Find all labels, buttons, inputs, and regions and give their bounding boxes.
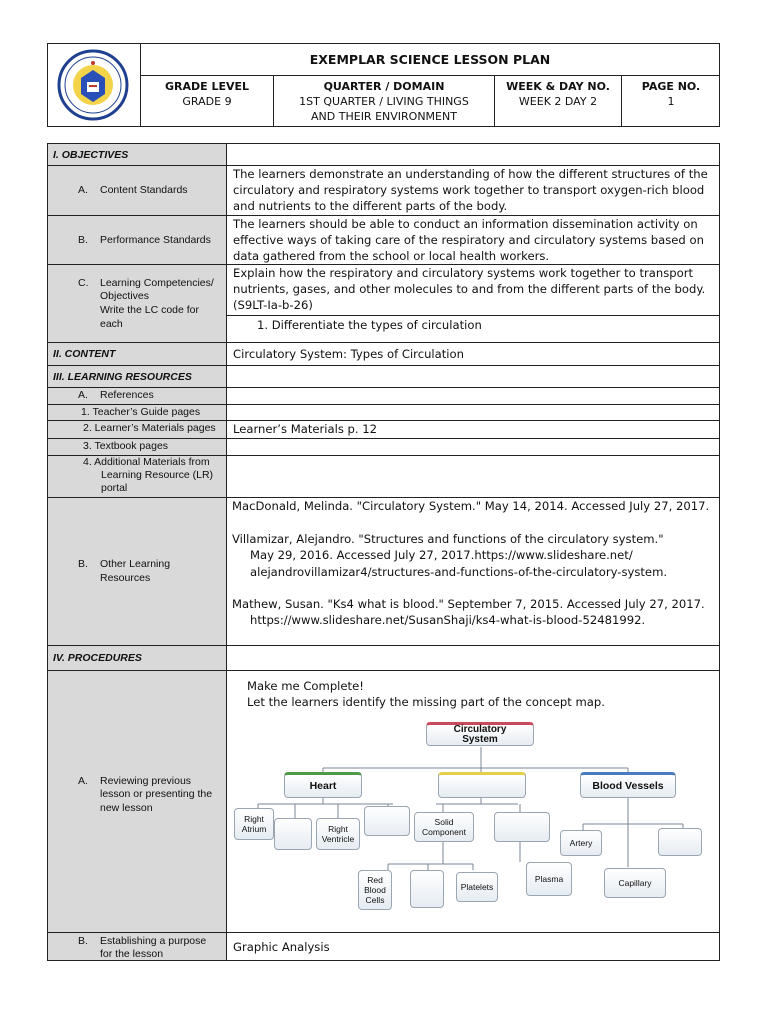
concept-capillary: Capillary (604, 868, 666, 898)
textbook-label: 3. Textbook pages (83, 440, 169, 452)
concept-blank-heart-4[interactable] (364, 806, 410, 836)
other-resources-label (48, 558, 226, 586)
label-text: Reviewing previous (100, 775, 192, 787)
activity-title: Make me Complete! (247, 679, 364, 693)
concept-circulatory-system: Circulatory System (426, 722, 534, 746)
quarter-value-cont: AND THEIR ENVIRONMENT (311, 110, 457, 123)
grade-level-cell (141, 76, 273, 109)
label-text: Other Learning (100, 558, 171, 570)
label-text: Write the LC code for (100, 304, 200, 316)
reference-2-cont: May 29, 2016. Accessed July 27, 2017.https://www.slideshare.net/ (250, 548, 633, 562)
reference-3: Mathew, Susan. "Ks4 what is blood." September 7, 2015. Accessed July 27, 2017. (232, 597, 705, 611)
label-text: lesson or presenting the (100, 788, 213, 800)
concept-blank-white-cells[interactable] (410, 870, 444, 908)
row-line (227, 315, 720, 316)
deped-seal (53, 48, 133, 122)
week-label: WEEK & DAY NO. (506, 80, 610, 93)
resources-heading: III. LEARNING RESOURCES (53, 370, 192, 383)
label-text: Content Standards (100, 184, 188, 196)
learning-competencies-label (48, 277, 226, 333)
content-heading: II. CONTENT (53, 348, 116, 360)
learners-materials-label: 2. Learner’s Materials pages (83, 422, 216, 434)
label-text: Objectives (100, 290, 150, 302)
concept-blank-middle[interactable] (438, 772, 526, 798)
label-text: Performance Standards (100, 234, 211, 246)
concept-blank-liquid[interactable] (494, 812, 550, 842)
reference-2: Villamizar, Alejandro. "Structures and functions of the circulatory system." (232, 532, 664, 546)
row-line (47, 438, 720, 439)
content-standards-label (48, 184, 226, 198)
concept-map (228, 712, 718, 930)
performance-standards-label (48, 234, 226, 248)
concept-solid-component: Solid Component (414, 812, 474, 842)
label-text: new lesson (100, 802, 153, 814)
concept-blank-heart-2[interactable] (274, 818, 312, 850)
learners-materials-value: Learner’s Materials p. 12 (233, 422, 378, 436)
letter: C. (78, 277, 89, 289)
grade-level-label: GRADE LEVEL (164, 80, 250, 93)
reference-2-cont: alejandrovillamizar4/structures-and-functions-of-the-circulatory-system. (250, 565, 668, 579)
page-cell (622, 76, 720, 109)
quarter-label: QUARTER / DOMAIN (323, 80, 445, 93)
competency-item: 1. Differentiate the types of circulation (257, 318, 482, 332)
label-text: References (100, 389, 154, 401)
letter: B. (78, 935, 88, 947)
content-text: Circulatory System: Types of Circulation (233, 347, 464, 361)
references-label (48, 389, 226, 403)
row-line (47, 404, 720, 405)
concept-plasma: Plasma (526, 862, 572, 896)
quarter-value: 1ST QUARTER / LIVING THINGS (299, 95, 469, 108)
letter: B. (78, 558, 88, 570)
label-text: Establishing a purpose (100, 935, 207, 947)
row-line (47, 932, 720, 933)
concept-right-ventricle: Right Ventricle (316, 818, 360, 850)
activity-instruction: Let the learners identify the missing part of the concept map. (247, 695, 605, 709)
concept-platelets: Platelets (456, 872, 498, 902)
grade-level-value: GRADE 9 (182, 95, 232, 108)
label-line: Learning Resource (LR) (101, 469, 214, 481)
page-label: PAGE NO. (641, 80, 701, 93)
objectives-heading: I. OBJECTIVES (53, 148, 129, 161)
learning-competencies-text: Explain how the respiratory and circulatory systems work together to transport nutrients, gases, and other molecules to and from the different parts of the body. (S9LT-Ia-b-26) (233, 266, 706, 312)
establishing-purpose-text: Graphic Analysis (233, 940, 330, 954)
letter: A. (78, 775, 88, 787)
teachers-guide-label: 1. Teacher’s Guide pages (81, 406, 201, 418)
letter: B. (78, 234, 88, 246)
reference-1: MacDonald, Melinda. "Circulatory System." May 14, 2014. Accessed July 27, 2017. (232, 499, 710, 513)
label-text: Resources (100, 572, 151, 584)
concept-artery: Artery (560, 830, 602, 856)
week-cell (495, 76, 621, 109)
establishing-purpose-label (48, 935, 226, 961)
quarter-cell (274, 76, 494, 124)
row-line (47, 387, 720, 388)
reviewing-lesson-label (48, 775, 226, 817)
label-text: Learning Competencies/ (100, 277, 214, 289)
label-text: for the lesson (100, 948, 164, 960)
concept-heart: Heart (284, 772, 362, 798)
reference-3-cont: https://www.slideshare.net/SusanShaji/ks4-what-is-blood-52481992. (250, 613, 646, 627)
letter: A. (78, 389, 88, 401)
concept-right-atrium: Right Atrium (234, 808, 274, 840)
label-text: each (100, 318, 123, 330)
concept-blood-vessels: Blood Vessels (580, 772, 676, 798)
concept-red-blood-cells: Red Blood Cells (358, 870, 392, 910)
concept-blank-vessel[interactable] (658, 828, 702, 856)
additional-materials-label (83, 456, 226, 496)
week-value: WEEK 2 DAY 2 (518, 95, 598, 108)
procedures-heading: IV. PROCEDURES (53, 652, 142, 664)
label-line: portal (101, 482, 128, 494)
lesson-plan-title: EXEMPLAR SCIENCE LESSON PLAN (309, 51, 551, 67)
page-value: 1 (667, 95, 675, 108)
performance-standards-text: The learners should be able to conduct an information dissemination activity on effective ways of taking care of the respiratory and circulatory systems based on data gathered from the school or local health workers. (233, 217, 704, 263)
label-line: 4. Additional Materials from (83, 456, 210, 468)
content-standards-text: The learners demonstrate an understanding of how the different structures of the circulatory and respiratory systems work together to transport oxygen-rich blood and nutrients to the different parts of the body. (233, 167, 708, 213)
letter: A. (78, 184, 88, 196)
label-column (48, 144, 226, 960)
row-line (47, 670, 720, 671)
